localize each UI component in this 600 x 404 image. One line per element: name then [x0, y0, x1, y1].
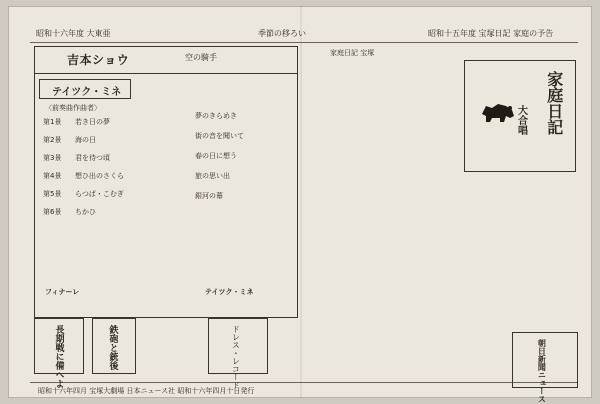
right-col-title: 夢のきらめき — [195, 112, 237, 120]
program-subtitle: 空の騎手 — [185, 53, 217, 62]
scene-title: ちかひ — [75, 208, 96, 216]
scene-title: 若き日の夢 — [75, 118, 110, 126]
scene-label: 第5景 — [43, 190, 62, 198]
header-right-strip: 昭和十五年度 宝塚日記 家庭の予告 — [428, 29, 554, 38]
footer-credit: テイツク・ミネ — [205, 288, 254, 296]
ad-title-1: 鉄砲と銃後 — [107, 325, 118, 370]
scene-title: 想ひ出のさくら — [75, 172, 124, 180]
stage-title-box — [39, 79, 131, 99]
right-col-title: 旅の思い出 — [195, 172, 230, 180]
diary-sub: 大合唱 — [515, 105, 527, 135]
right-col-title: 銀河の幕 — [195, 192, 223, 200]
center-fold — [300, 6, 302, 398]
ad-title-2: ドレス・レコード — [231, 325, 241, 389]
notice-box — [34, 318, 84, 388]
right-panel — [314, 46, 580, 403]
scene-label: 第1景 — [43, 118, 62, 126]
scene-label: 第6景 — [43, 208, 62, 216]
scene-title: 君を待つ頃 — [75, 154, 110, 162]
bottom-rule — [30, 382, 578, 383]
right-note: 家庭日記 宝塚 — [330, 49, 375, 57]
news-box — [512, 332, 578, 403]
header-center: 季節の移ろい — [258, 29, 306, 38]
ad-box-2 — [208, 318, 268, 389]
program-title: 吉本ショウ — [67, 53, 130, 67]
right-col-title: 街の音を聞いて — [195, 132, 244, 140]
program-box — [34, 46, 298, 318]
scene-label: 第4景 — [43, 172, 62, 180]
scene-title: らつぱ・こむぎ — [75, 190, 124, 198]
news-title: 朝日新聞ニュース — [537, 339, 547, 403]
newspaper-sheet — [8, 6, 592, 403]
footer-line: 昭和十六年四月 宝塚大劇場 日本ニュース社 昭和十六年四月十日発行 — [38, 387, 255, 395]
scene-label: 第2景 — [43, 136, 62, 144]
diary-title: 家庭日記 — [544, 71, 564, 135]
right-col-title: 春の日に想う — [195, 152, 237, 160]
stage-title: テイツク・ミネ — [52, 87, 122, 98]
finale-label: フィナーレ — [45, 288, 80, 296]
header-left-strip: 昭和十六年度 大東亜 — [36, 29, 111, 38]
program-title-row — [35, 47, 297, 74]
dog-illustration — [476, 94, 520, 128]
top-rule — [30, 42, 578, 43]
scene-label: 第3景 — [43, 154, 62, 162]
ad-box-1 — [92, 318, 136, 374]
scene-title: 海の日 — [75, 136, 96, 144]
section-intro: 〈前奏曲作曲者〉 — [45, 104, 101, 112]
notice-text: 長期戦に備へよ — [53, 325, 64, 388]
